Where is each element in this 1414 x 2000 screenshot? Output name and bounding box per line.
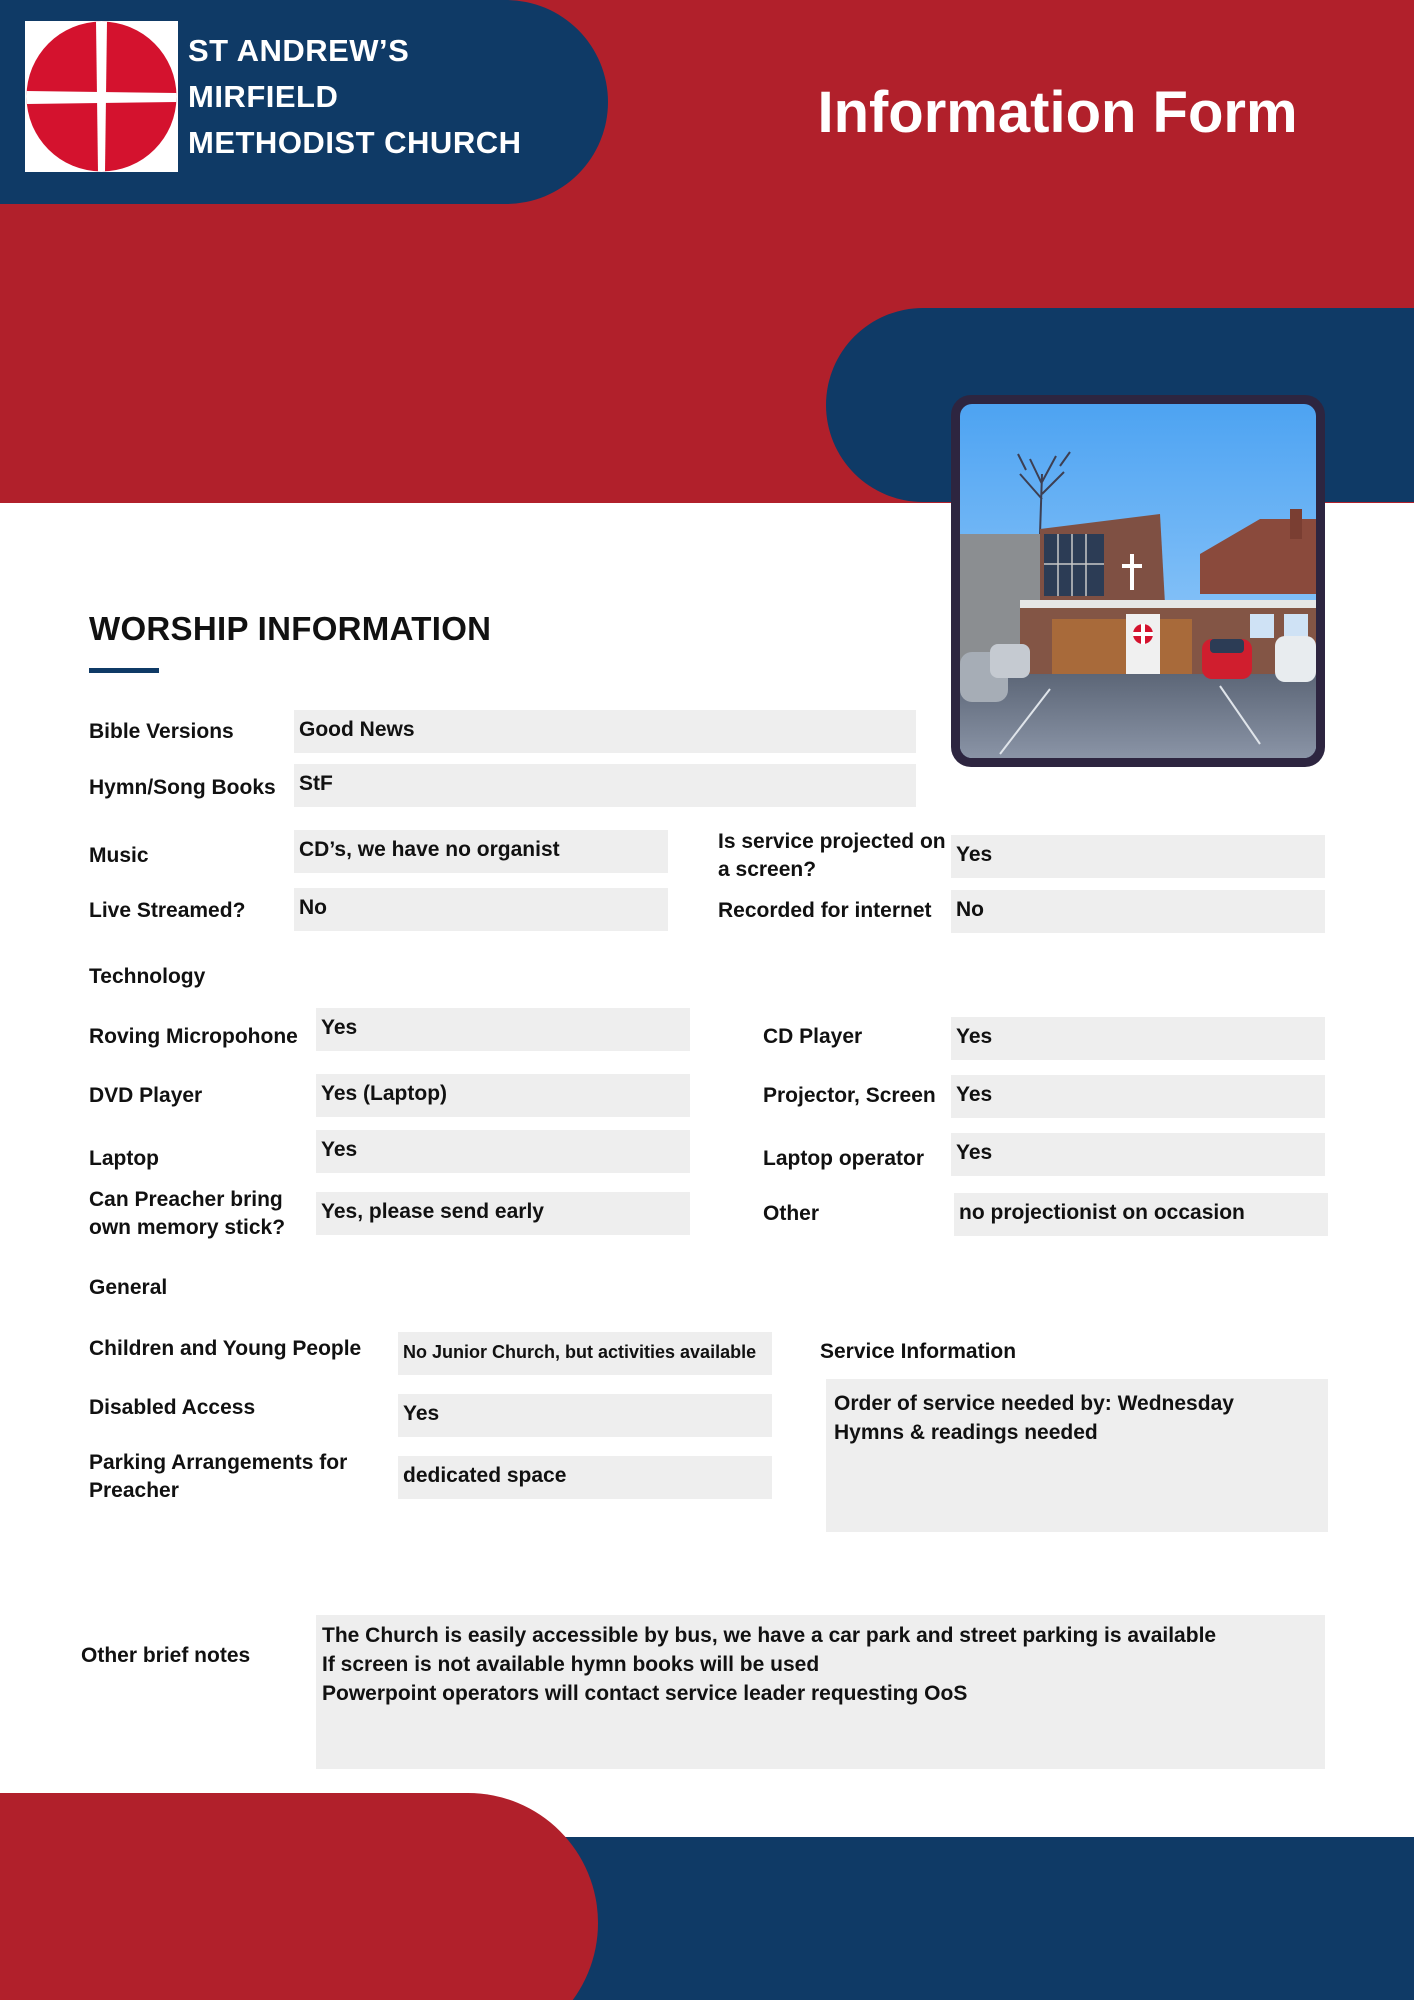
label-projected-line-2: a screen?: [718, 858, 817, 881]
service-information-line-2: Hymns & readings needed: [834, 1421, 1098, 1444]
field-other-notes[interactable]: [316, 1615, 1325, 1769]
church-name: [188, 28, 608, 166]
field-children[interactable]: No Junior Church, but activities available: [398, 1332, 772, 1375]
field-cd-player[interactable]: Yes: [951, 1017, 1325, 1060]
service-information-line-1: Order of service needed by: Wednesday: [834, 1392, 1234, 1415]
label-projected-line-1: Is service projected on: [718, 830, 946, 853]
label-dvd-player: DVD Player: [89, 1084, 203, 1107]
label-hymn-books: Hymn/Song Books: [89, 776, 276, 799]
field-disabled-access[interactable]: Yes: [398, 1394, 772, 1437]
methodist-cross-logo-icon: [25, 21, 178, 172]
label-service-information: Service Information: [820, 1340, 1017, 1363]
field-roving-mic[interactable]: Yes: [316, 1008, 690, 1051]
label-bible-versions: Bible Versions: [89, 720, 234, 743]
subheading-technology: Technology: [89, 965, 206, 988]
label-roving-mic: Roving Micropohone: [89, 1025, 298, 1048]
field-other[interactable]: no projectionist on occasion: [954, 1193, 1328, 1236]
label-live-streamed: Live Streamed?: [89, 899, 246, 922]
subheading-general: General: [89, 1276, 168, 1299]
field-projector[interactable]: Yes: [951, 1075, 1325, 1118]
section-title-worship: WORSHIP INFORMATION: [89, 610, 492, 647]
label-parking: [89, 1449, 389, 1505]
field-hymn-books[interactable]: StF: [294, 764, 916, 807]
field-bible-versions[interactable]: Good News: [294, 710, 916, 753]
label-parking-line-2: Preacher: [89, 1479, 179, 1502]
church-name-line-3: METHODIST CHURCH: [188, 125, 522, 160]
church-name-line-2: MIRFIELD: [188, 79, 339, 114]
field-recorded[interactable]: No: [951, 890, 1325, 933]
form-title: Information Form: [817, 80, 1298, 145]
label-memory-stick: [89, 1186, 309, 1242]
field-projected[interactable]: Yes: [951, 835, 1325, 878]
field-dvd-player[interactable]: Yes (Laptop): [316, 1074, 690, 1117]
footer-red-pill: [0, 1793, 598, 2000]
church-photo-frame: [951, 395, 1325, 767]
notes-line-1: The Church is easily accessible by bus, we have a car park and street parking is available: [322, 1624, 1217, 1647]
notes-line-2: If screen is not available hymn books will be used: [322, 1653, 820, 1676]
notes-line-3: Powerpoint operators will contact service leader requesting OoS: [322, 1682, 968, 1705]
label-recorded: Recorded for internet: [718, 899, 932, 922]
label-laptop: Laptop: [89, 1147, 159, 1170]
church-photo: [960, 404, 1316, 758]
label-projector: Projector, Screen: [763, 1084, 936, 1107]
label-projected: [718, 828, 958, 884]
field-laptop[interactable]: Yes: [316, 1130, 690, 1173]
church-name-line-1: ST ANDREW’S: [188, 33, 410, 68]
field-laptop-operator[interactable]: Yes: [951, 1133, 1325, 1176]
label-music: Music: [89, 844, 149, 867]
label-laptop-operator: Laptop operator: [763, 1147, 924, 1170]
field-live-streamed[interactable]: No: [294, 888, 668, 931]
church-logo: [25, 21, 178, 172]
field-service-information[interactable]: [826, 1379, 1328, 1532]
label-other-notes: Other brief notes: [81, 1644, 251, 1667]
label-disabled-access: Disabled Access: [89, 1396, 256, 1419]
label-children: Children and Young People: [89, 1337, 362, 1360]
label-memory-stick-line-2: own memory stick?: [89, 1216, 286, 1239]
label-cd-player: CD Player: [763, 1025, 863, 1048]
field-music[interactable]: CD’s, we have no organist: [294, 830, 668, 873]
field-memory-stick[interactable]: Yes, please send early: [316, 1192, 690, 1235]
label-parking-line-1: Parking Arrangements for: [89, 1451, 348, 1474]
label-memory-stick-line-1: Can Preacher bring: [89, 1188, 283, 1211]
church-building-image: [960, 404, 1316, 758]
field-parking[interactable]: dedicated space: [398, 1456, 772, 1499]
label-other: Other: [763, 1202, 820, 1225]
section-underline: [89, 668, 159, 673]
